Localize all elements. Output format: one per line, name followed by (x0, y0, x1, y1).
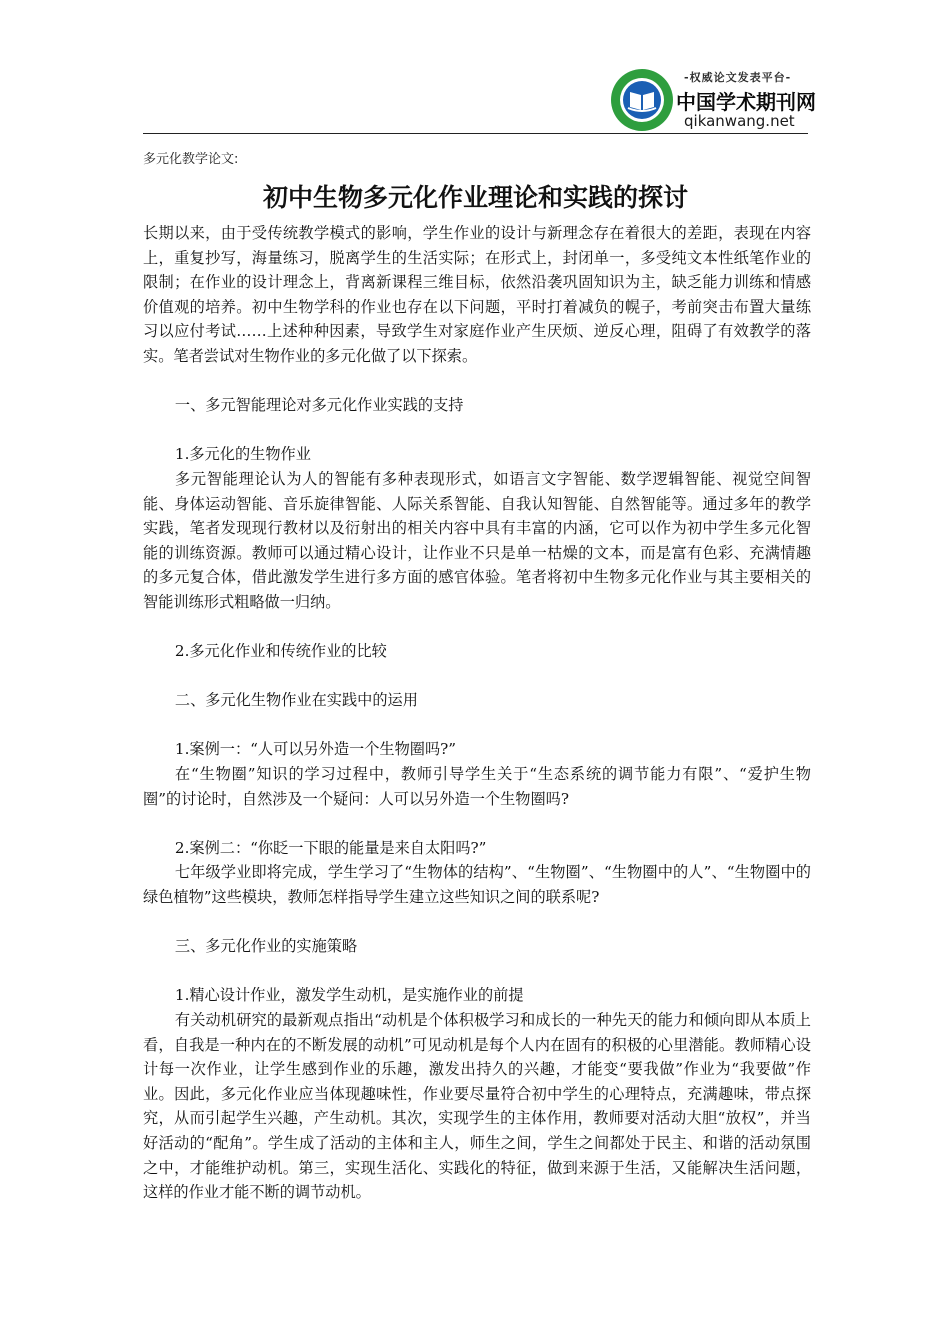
book-seal-icon (610, 68, 674, 132)
intro-paragraph: 长期以来，由于受传统教学模式的影响，学生作业的设计与新理念存在着很大的差距，表现在内容上，重复抄写，海量练习，脱离学生的生活实际；在形式上，封闭单一，多受纯文本性纸笔作业的限制；在作业的设计理念上，背离新课程三维目标，依然沿袭巩固知识为主，缺乏能力训练和情感价值观的培养。初中生物学科的作业也存在以下问题，平时打着减负的幌子，考前突击布置大量练习以应付考试……上述种种因素，导致学生对家庭作业产生厌烦、逆反心理，阻碍了有效教学的落实。笔者尝试对生物作业的多元化做了以下探索。 (143, 224, 811, 365)
header-divider (143, 133, 808, 134)
logo-tagline: -权威论文发表平台- (684, 71, 792, 84)
section-1-heading: 一、多元智能理论对多元化作业实践的支持 (174, 396, 464, 415)
document-kicker: 多元化教学论文: (143, 152, 239, 167)
document-title: 初中生物多元化作业理论和实践的探讨 (262, 183, 688, 212)
logo-name: 中国学术期刊网 (676, 90, 816, 114)
document-body (143, 221, 811, 1205)
subsection-3-1-heading: 1.精心设计作业，激发学生动机，是实施作业的前提 (174, 986, 524, 1005)
subsection-1-1-heading: 1.多元化的生物作业 (174, 445, 311, 464)
subsection-2-2-body: 七年级学业即将完成，学生学习了“生物体的结构”、“生物圈”、“生物圈中的人”、“生物圈中的绿色植物”这些模块，教师怎样指导学生建立这些知识之间的联系呢? (143, 863, 811, 907)
subsection-3-1-body: 有关动机研究的最新观点指出“动机是个体积极学习和成长的一种先天的能力和倾向即从本质上看，自我是一种内在的不断发展的动机”可见动机是每个人内在固有的积极的心里潜能。教师精心设计每一次作业，让学生感到作业的乐趣，激发出持久的兴趣，才能变“要我做”作业为“我要做”作业。因此，多元化作业应当体现趣味性，作业要尽量符合初中学生的心理特点，充满趣味，带点探究，从而引起学生兴趣，产生动机。其次，实现学生的主体作用，教师要对活动大胆“放权”，并当好活动的“配角”。学生成了活动的主体和主人，师生之间，学生之间都处于民主、和谐的活动氛围之中，才能维护动机。第三，实现生活化、实践化的特征，做到来源于生活，又能解决生活问题，这样的作业才能不断的调节动机。 (143, 1011, 811, 1202)
subsection-2-1-body: 在“生物圈”知识的学习过程中，教师引导学生关于“生态系统的调节能力有限”、“爱护生物圈”的讨论时，自然涉及一个疑问：人可以另外造一个生物圈吗? (143, 765, 811, 808)
section-3-heading: 三、多元化作业的实施策略 (174, 937, 358, 956)
subsection-2-1-heading: 1.案例一：“人可以另外造一个生物圈吗?” (174, 740, 457, 759)
subsection-1-2-heading: 2.多元化作业和传统作业的比较 (174, 642, 387, 661)
site-logo (610, 68, 816, 134)
subsection-1-1-body: 多元智能理论认为人的智能有多种表现形式，如语言文字智能、数学逻辑智能、视觉空间智能、身体运动智能、音乐旋律智能、人际关系智能、自我认知智能、自然智能等。通过多年的教学实践，笔者发现现行教材以及衍射出的相关内容中具有丰富的内涵，它可以作为初中学生多元化智能的训练资源。教师可以通过精心设计，让作业不只是单一枯燥的文本，而是富有色彩、充满情趣的多元复合体，借此激发学生进行多方面的感官体验。笔者将初中生物多元化作业与其主要相关的智能训练形式粗略做一归纳。 (143, 469, 811, 611)
subsection-2-2-heading: 2.案例二：“你眨一下眼的能量是来自太阳吗?” (174, 838, 487, 857)
logo-url: qikanwang.net (684, 112, 795, 130)
section-2-heading: 二、多元化生物作业在实践中的运用 (174, 691, 418, 710)
